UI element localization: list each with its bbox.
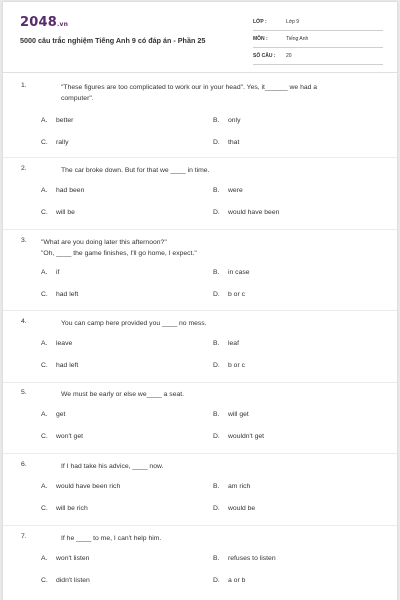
option-letter: C. — [41, 577, 48, 584]
document-title: 5000 câu trắc nghiệm Tiếng Anh 9 có đáp án - Phần 25 — [20, 36, 206, 45]
option-c[interactable] — [41, 139, 68, 146]
question-number: 7. — [21, 533, 27, 540]
option-text: that — [228, 139, 240, 146]
option-text: a or b — [228, 577, 246, 584]
option-letter: D. — [213, 139, 220, 146]
option-d[interactable] — [213, 362, 245, 369]
option-a[interactable] — [41, 340, 72, 347]
question-number: 5. — [21, 389, 27, 396]
question-line: The car broke down. But for that we ____ in time. — [61, 167, 210, 174]
option-text: in case — [228, 269, 250, 276]
option-text: if — [56, 269, 60, 276]
option-letter: A. — [41, 483, 48, 490]
option-d[interactable] — [213, 139, 239, 146]
header-divider — [3, 72, 397, 73]
option-letter: C. — [41, 139, 48, 146]
meta-label: LỚP : — [253, 19, 267, 25]
question-line: We must be early or else we____ a seat. — [61, 391, 185, 398]
option-letter: D. — [213, 362, 220, 369]
option-text: would be — [228, 505, 256, 512]
meta-row-grade — [253, 16, 383, 31]
question-line: "These figures are too complicated to work our in your head". Yes, it______ we had a — [61, 84, 318, 91]
option-a[interactable] — [41, 187, 84, 194]
option-text: leaf — [228, 340, 239, 347]
option-text: refuses to listen — [228, 555, 276, 562]
option-c[interactable] — [41, 505, 88, 512]
meta-value: Lớp 9 — [286, 19, 300, 25]
question-text — [61, 461, 381, 472]
option-letter: B. — [213, 555, 220, 562]
option-text: were — [228, 187, 243, 194]
option-letter: D. — [213, 433, 220, 440]
option-letter: A. — [41, 187, 48, 194]
question-line: "What are you doing later this afternoon?" — [41, 239, 167, 246]
option-d[interactable] — [213, 577, 245, 584]
question-text — [61, 533, 381, 544]
option-letter: A. — [41, 411, 48, 418]
option-text: will be rich — [56, 505, 88, 512]
option-text: b or c — [228, 291, 245, 298]
question-separator — [3, 525, 397, 526]
option-text: didn't listen — [56, 577, 90, 584]
question-number: 3. — [21, 237, 27, 244]
option-letter: C. — [41, 209, 48, 216]
option-text: had left — [56, 362, 79, 369]
question-separator — [3, 229, 397, 230]
question-separator — [3, 382, 397, 383]
question-number: 6. — [21, 461, 27, 468]
question-text — [61, 165, 381, 176]
option-text: will get — [228, 411, 249, 418]
option-letter: B. — [213, 411, 220, 418]
option-text: had been — [56, 187, 85, 194]
option-d[interactable] — [213, 505, 255, 512]
meta-row-subject — [253, 33, 383, 48]
option-letter: A. — [41, 555, 48, 562]
logo-text: 2048 — [20, 15, 57, 30]
option-letter: D. — [213, 505, 220, 512]
question-separator — [3, 453, 397, 454]
worksheet-header — [3, 2, 397, 72]
option-d[interactable] — [213, 291, 245, 298]
option-c[interactable] — [41, 362, 78, 369]
question-line: computer". — [61, 95, 94, 102]
option-letter: B. — [213, 269, 220, 276]
option-c[interactable] — [41, 209, 75, 216]
option-letter: B. — [213, 117, 220, 124]
option-letter: C. — [41, 505, 48, 512]
question-separator — [3, 310, 397, 311]
option-b[interactable] — [213, 117, 240, 124]
option-a[interactable] — [41, 269, 59, 276]
option-letter: D. — [213, 209, 220, 216]
option-text: won't listen — [56, 555, 90, 562]
option-b[interactable] — [213, 269, 250, 276]
option-text: better — [56, 117, 74, 124]
option-text: am rich — [228, 483, 251, 490]
question-line: If he ____ to me, I can't help him. — [61, 535, 162, 542]
option-text: would have been — [228, 209, 280, 216]
option-letter: C. — [41, 433, 48, 440]
option-a[interactable] — [41, 483, 120, 490]
option-letter: B. — [213, 187, 220, 194]
worksheet-page — [3, 2, 397, 600]
option-d[interactable] — [213, 209, 279, 216]
question-line: If I had take his advice, ____ now. — [61, 463, 164, 470]
option-text: leave — [56, 340, 73, 347]
option-a[interactable] — [41, 411, 65, 418]
question-number: 1. — [21, 82, 27, 89]
question-number: 4. — [21, 318, 27, 325]
option-letter: D. — [213, 291, 220, 298]
option-d[interactable] — [213, 433, 264, 440]
question-text — [61, 318, 381, 329]
meta-label: SỐ CÂU : — [253, 53, 276, 59]
question-text — [61, 389, 381, 400]
option-c[interactable] — [41, 577, 90, 584]
question-separator — [3, 157, 397, 158]
option-text: won't get — [56, 433, 83, 440]
option-c[interactable] — [41, 433, 83, 440]
option-letter: B. — [213, 340, 220, 347]
option-a[interactable] — [41, 117, 73, 124]
question-line: "Oh, ____ the game finishes, I'll go home, I expect." — [41, 250, 197, 257]
question-text — [41, 237, 361, 259]
question-line: You can camp here provided you ____ no mess. — [61, 320, 207, 327]
option-letter: A. — [41, 117, 48, 124]
option-letter: A. — [41, 269, 48, 276]
meta-row-count — [253, 50, 383, 65]
option-text: b or c — [228, 362, 245, 369]
option-text: wouldn't get — [228, 433, 265, 440]
option-letter: C. — [41, 362, 48, 369]
option-c[interactable] — [41, 291, 78, 298]
option-text: had left — [56, 291, 79, 298]
option-letter: D. — [213, 577, 220, 584]
option-text: get — [56, 411, 66, 418]
option-text: will be — [56, 209, 75, 216]
meta-panel — [253, 16, 383, 67]
logo-suffix: .vn — [56, 21, 69, 28]
option-a[interactable] — [41, 555, 89, 562]
option-letter: B. — [213, 483, 220, 490]
option-letter: A. — [41, 340, 48, 347]
option-text: would have been rich — [56, 483, 121, 490]
meta-value: Tiếng Anh — [286, 36, 309, 42]
meta-value: 20 — [286, 53, 292, 59]
option-b[interactable] — [213, 187, 243, 194]
option-b[interactable] — [213, 340, 239, 347]
meta-label: MÔN : — [253, 36, 268, 42]
question-number: 2. — [21, 165, 27, 172]
option-b[interactable] — [213, 483, 250, 490]
question-text — [61, 82, 381, 104]
option-letter: C. — [41, 291, 48, 298]
option-text: only — [228, 117, 241, 124]
site-logo[interactable] — [20, 15, 68, 30]
option-text: rally — [56, 139, 69, 146]
option-b[interactable] — [213, 411, 249, 418]
option-b[interactable] — [213, 555, 276, 562]
